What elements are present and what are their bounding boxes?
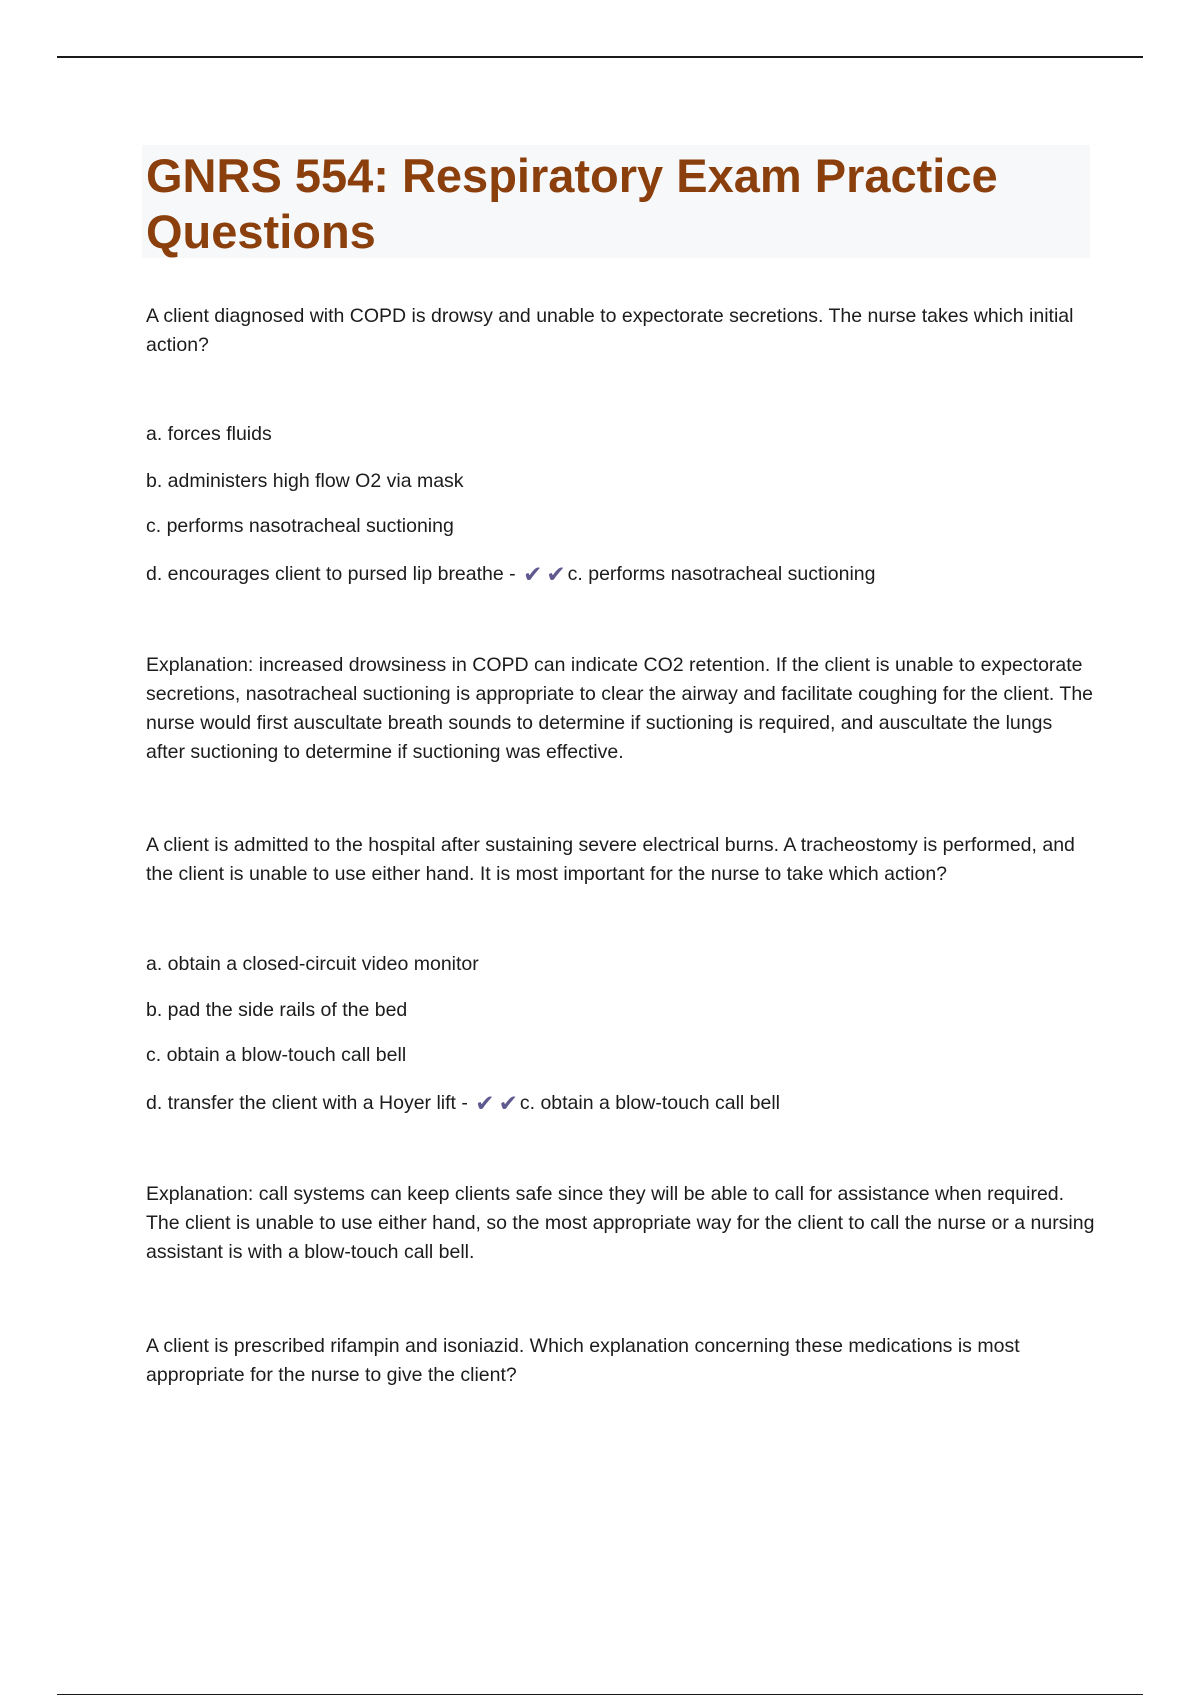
- question-1-option-b: b. administers high flow O2 via mask: [146, 470, 464, 492]
- question-2-option-d: d. transfer the client with a Hoyer lift -: [146, 1092, 468, 1114]
- check-icon: ✔: [546, 562, 566, 588]
- question-3-stem: A client is prescribed rifampin and isoniazid. Which explanation concerning these medications is most appropriate for the nurse to give the client?: [146, 1335, 1020, 1386]
- question-1-option-a: a. forces fluids: [146, 423, 272, 445]
- question-2-stem: A client is admitted to the hospital after sustaining severe electrical burns. A tracheostomy is performed, and the client is unable to use either hand. It is most important for the nurse to take which action?: [146, 834, 1075, 885]
- question-2-option-d-line: [146, 1089, 1096, 1118]
- question-2-option-b: b. pad the side rails of the bed: [146, 999, 408, 1021]
- header-rule: [57, 56, 1143, 58]
- page-title: GNRS 554: Respiratory Exam Practice Questions: [146, 149, 998, 258]
- question-1-explanation: Explanation: increased drowsiness in COPD can indicate CO2 retention. If the client is unable to expectorate secretions, nasotracheal suctioning is appropriate to clear the airway and facilitate coughing for the client. The nurse would first auscultate breath sounds to determine if suctioning is required, and auscultate the lungs after suctioning to determine if suctioning was effective.: [146, 654, 1094, 763]
- check-icon: ✔: [523, 562, 543, 588]
- check-icon: ✔: [498, 1091, 518, 1117]
- check-icon: ✔: [475, 1091, 495, 1117]
- question-1-option-c: c. performs nasotracheal suctioning: [146, 515, 454, 537]
- footer-rule: [57, 1694, 1143, 1695]
- question-2-explanation: Explanation: call systems can keep clients safe since they will be able to call for assistance when required. The client is unable to use either hand, so the most appropriate way for the client to call the nurse or a nursing assistant is with a blow-touch call bell.: [146, 1183, 1095, 1263]
- question-1-stem: A client diagnosed with COPD is drowsy and unable to expectorate secretions. The nurse takes which initial action?: [146, 305, 1074, 356]
- question-2-option-a: a. obtain a closed-circuit video monitor: [146, 953, 479, 975]
- question-1-answer: c. performs nasotracheal suctioning: [567, 563, 876, 585]
- question-1-option-d-line: [146, 560, 1096, 589]
- question-2-option-c: c. obtain a blow-touch call bell: [146, 1044, 407, 1066]
- question-1-option-d: d. encourages client to pursed lip breathe -: [146, 563, 516, 585]
- question-2-answer: c. obtain a blow-touch call bell: [519, 1092, 781, 1114]
